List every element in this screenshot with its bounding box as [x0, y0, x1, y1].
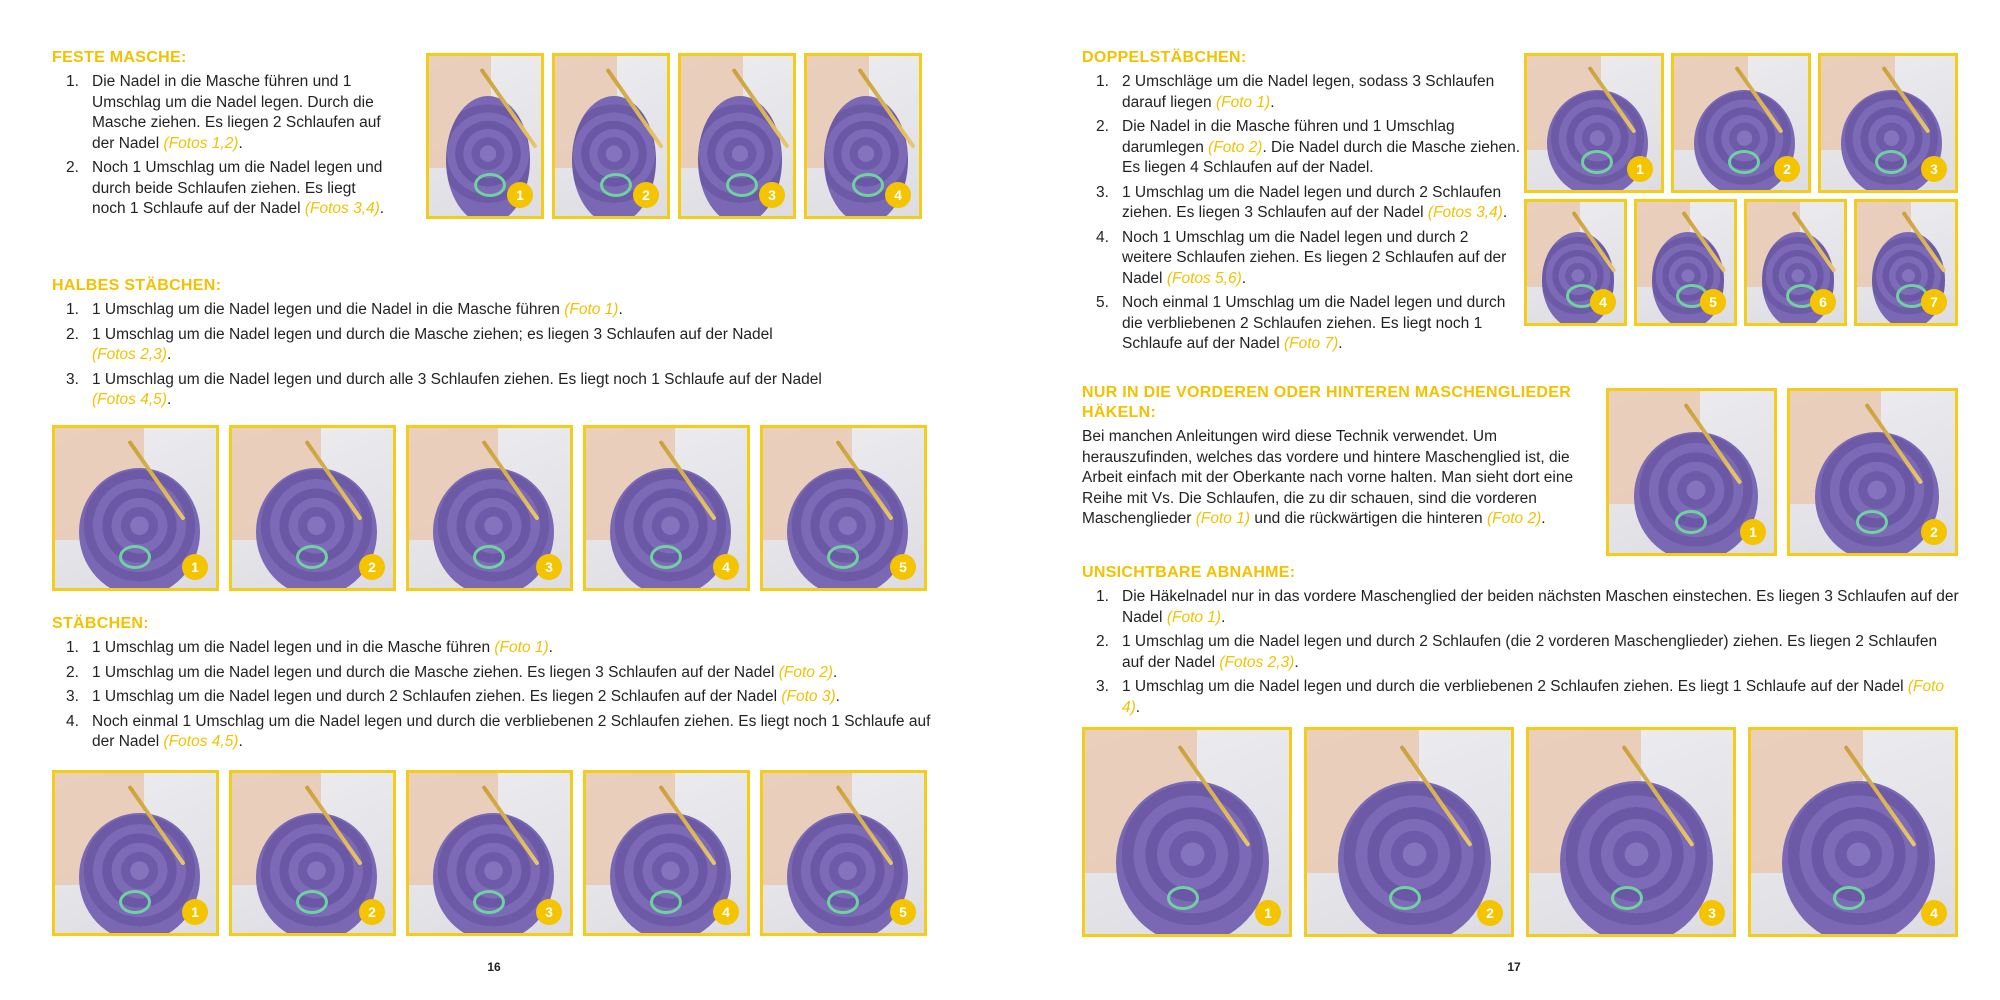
photo-number-badge: 2: [1477, 900, 1503, 926]
photo-number-badge: 3: [536, 899, 562, 925]
feste-masche-photo-1: [426, 53, 544, 219]
doppelstaebchen-photo-5: [1634, 199, 1737, 326]
photo-reference: (Fotos 4,5): [92, 391, 167, 408]
photo-number-badge: 2: [359, 554, 385, 580]
photo-number-badge: 2: [359, 899, 385, 925]
photo-reference: (Fotos 3,4): [1427, 204, 1503, 221]
abnahme-photo-2: [1304, 727, 1514, 937]
photo-reference: (Fotos 4,5): [163, 733, 239, 750]
halbes-staebchen-photo-1: [52, 425, 219, 591]
photo-number-badge: 4: [1921, 900, 1947, 926]
photo-number-badge: 3: [1921, 156, 1947, 182]
step-item: 3. 1 Umschlag um die Nadel legen und durch alle 3 Schlaufen ziehen. Es liegt noch 1 Schlaufe auf der Nadel (Fotos 4,5).: [66, 370, 822, 408]
photo-reference: (Fotos 2,3): [1219, 653, 1295, 671]
step-item: 1. 1 Umschlag um die Nadel legen und in die Masche führen (Foto 1).: [66, 639, 553, 656]
staebchen-photo-3: [406, 770, 573, 936]
abnahme-photo-3: [1526, 727, 1736, 937]
maschenglieder-section: [1082, 383, 1582, 530]
photo-reference: (Foto 1): [564, 301, 619, 318]
photo-reference: (Fotos 3,4): [304, 200, 380, 217]
photo-number-badge: 1: [1740, 519, 1766, 545]
step-item: 3. 1 Umschlag um die Nadel legen und durch die verbliebenen 2 Schlaufen ziehen. Es liegt 1 Schlaufe auf der Nadel (Foto 4).: [1096, 678, 1945, 716]
photo-number-badge: 3: [759, 182, 785, 208]
step-list: [52, 638, 932, 753]
step-list: [1082, 587, 1962, 718]
photo-reference: (Foto 4): [1122, 678, 1945, 716]
photo-number-badge: 4: [713, 899, 739, 925]
halbes-staebchen-photo-5: [760, 425, 927, 591]
photo-reference: (Fotos 5,6): [1166, 269, 1242, 287]
staebchen-photo-4: [583, 770, 750, 936]
photo-number-badge: 3: [536, 554, 562, 580]
step-list: [52, 72, 392, 220]
step-item: 2. Noch 1 Umschlag um die Nadel legen und durch beide Schlaufen ziehen. Es liegt noch 1 Schlaufe auf der Nadel (Fotos 3,4).: [66, 159, 385, 217]
maschenglieder-photo-1: [1606, 388, 1777, 556]
maschenglieder-text: Bei manchen Anleitungen wird diese Technik verwendet. Um herauszufinden, welches das vordere und hintere Maschenglied ist, die Arbeit einfach mit der Oberkante nach vorne halten. Man sieht dort eine Reihe mit Vs. Die Schlaufen, die zu dir schauen, sind die vorderen Maschenglieder (Foto 1) und die rückwärtigen die hinteren (Foto 2).: [1082, 428, 1574, 527]
photo-number-badge: 1: [182, 899, 208, 925]
section-heading: STÄBCHEN:: [52, 615, 149, 632]
halbes-staebchen-photo-3: [406, 425, 573, 591]
step-item: 4. Noch 1 Umschlag um die Nadel legen und durch 2 weitere Schlaufen ziehen. Es liegen 2 Schlaufen auf der Nadel (Fotos 5,6).: [1096, 228, 1507, 287]
halbes-staebchen-photo-2: [229, 425, 396, 591]
photo-reference: (Foto 7): [1284, 335, 1339, 352]
step-item: 3. 1 Umschlag um die Nadel legen und durch 2 Schlaufen ziehen. Es liegen 3 Schlaufen auf der Nadel (Fotos 3,4).: [1096, 183, 1508, 221]
photo-reference: (Foto 3): [781, 688, 836, 705]
abnahme-photo-4: [1748, 727, 1958, 937]
feste-masche-section: [52, 48, 392, 224]
photo-number-badge: 4: [1590, 289, 1616, 315]
step-list: [1082, 72, 1522, 355]
step-item: 1. 2 Umschläge um die Nadel legen, sodass 3 Schlaufen darauf liegen (Foto 1).: [1096, 73, 1495, 111]
step-item: 2. 1 Umschlag um die Nadel legen und durch 2 Schlaufen (die 2 vorderen Maschenglieder) ziehen. Es liegen 2 Schlaufen auf der Nadel (Fotos 2,3).: [1096, 633, 1938, 671]
page-number: 16: [487, 960, 501, 974]
photo-number-badge: 3: [1699, 900, 1725, 926]
doppelstaebchen-photo-2: [1671, 53, 1811, 193]
section-heading: DOPPELSTÄBCHEN:: [1082, 49, 1247, 66]
step-item: 1. Die Häkelnadel nur in das vordere Maschenglied der beiden nächsten Maschen einstechen. Es liegen 3 Schlaufen auf der Nadel (Foto 1).: [1096, 588, 1959, 626]
photo-reference: (Foto 1): [1166, 608, 1222, 626]
step-list: [52, 300, 932, 411]
unsichtbare-abnahme-section: [1082, 563, 1962, 722]
photo-number-badge: 2: [633, 182, 659, 208]
doppelstaebchen-photo-6: [1744, 199, 1847, 326]
photo-reference: (Foto 1): [1195, 510, 1251, 527]
photo-number-badge: 5: [1700, 289, 1726, 315]
photo-reference: (Fotos 1,2): [163, 134, 239, 152]
staebchen-section: [52, 614, 932, 757]
step-item: 2. Die Nadel in die Masche führen und 1 Umschlag darumlegen (Foto 2). Die Nadel durch die Masche ziehen. Es liegen 4 Schlaufen auf der Nadel.: [1096, 118, 1521, 176]
step-item: 1. Die Nadel in die Masche führen und 1 Umschlag um die Nadel legen. Durch die Masche ziehen. Es liegen 2 Schlaufen auf der Nadel (Fotos 1,2).: [66, 73, 381, 152]
photo-number-badge: 1: [507, 182, 533, 208]
photo-number-badge: 1: [1255, 900, 1281, 926]
photo-number-badge: 4: [713, 554, 739, 580]
doppelstaebchen-photo-1: [1524, 53, 1664, 193]
feste-masche-photo-3: [678, 53, 796, 219]
maschenglieder-photo-2: [1787, 388, 1958, 556]
abnahme-photo-1: [1082, 727, 1292, 937]
halbes-staebchen-section: [52, 276, 932, 415]
photo-number-badge: 7: [1921, 289, 1947, 315]
photo-number-badge: 1: [182, 554, 208, 580]
doppelstaebchen-section: [1082, 48, 1522, 359]
photo-number-badge: 5: [890, 554, 916, 580]
step-item: 2. 1 Umschlag um die Nadel legen und durch die Masche ziehen. Es liegen 3 Schlaufen auf der Nadel (Foto 2).: [66, 663, 838, 681]
step-item: 1. 1 Umschlag um die Nadel legen und die Nadel in die Masche führen (Foto 1).: [66, 301, 623, 318]
staebchen-photo-5: [760, 770, 927, 936]
doppelstaebchen-photo-7: [1854, 199, 1958, 326]
photo-number-badge: 1: [1627, 156, 1653, 182]
step-item: 3. 1 Umschlag um die Nadel legen und durch 2 Schlaufen ziehen. Es liegen 2 Schlaufen auf der Nadel (Foto 3).: [66, 688, 840, 705]
photo-number-badge: 6: [1810, 289, 1836, 315]
step-item: 2. 1 Umschlag um die Nadel legen und durch die Masche ziehen; es liegen 3 Schlaufen auf der Nadel (Fotos 2,3).: [66, 325, 773, 363]
photo-reference: (Foto 1): [1215, 93, 1271, 111]
feste-masche-photo-4: [804, 53, 922, 219]
staebchen-photo-1: [52, 770, 219, 936]
step-item: 4. Noch einmal 1 Umschlag um die Nadel legen und durch die verbliebenen 2 Schlaufen ziehen. Es liegt noch 1 Schlaufe auf der Nadel (Fotos 4,5).: [66, 712, 931, 750]
photo-number-badge: 2: [1774, 156, 1800, 182]
photo-number-badge: 5: [890, 899, 916, 925]
feste-masche-photo-2: [552, 53, 670, 219]
photo-reference: (Fotos 2,3): [92, 346, 167, 363]
photo-reference: (Foto 2): [1486, 510, 1542, 527]
photo-reference: (Foto 1): [494, 639, 549, 656]
page-number: 17: [1507, 960, 1521, 974]
right-page: [1000, 0, 2000, 1000]
doppelstaebchen-photo-4: [1524, 199, 1627, 326]
staebchen-photo-2: [229, 770, 396, 936]
section-heading: HALBES STÄBCHEN:: [52, 277, 222, 294]
doppelstaebchen-photo-3: [1818, 53, 1958, 193]
section-heading: UNSICHTBARE ABNAHME:: [1082, 564, 1296, 581]
halbes-staebchen-photo-4: [583, 425, 750, 591]
section-heading: NUR IN DIE VORDEREN ODER HINTEREN MASCHENGLIEDER HÄKELN:: [1082, 384, 1572, 421]
photo-number-badge: 2: [1921, 519, 1947, 545]
photo-reference: (Foto 2): [1208, 138, 1263, 156]
photo-reference: (Foto 2): [778, 663, 833, 681]
photo-number-badge: 4: [885, 182, 911, 208]
step-item: 5. Noch einmal 1 Umschlag um die Nadel legen und durch die verbliebenen 2 Schlaufen ziehen. Es liegt noch 1 Schlaufe auf der Nadel (Foto 7).: [1096, 294, 1506, 352]
section-heading: FESTE MASCHE:: [52, 49, 187, 66]
